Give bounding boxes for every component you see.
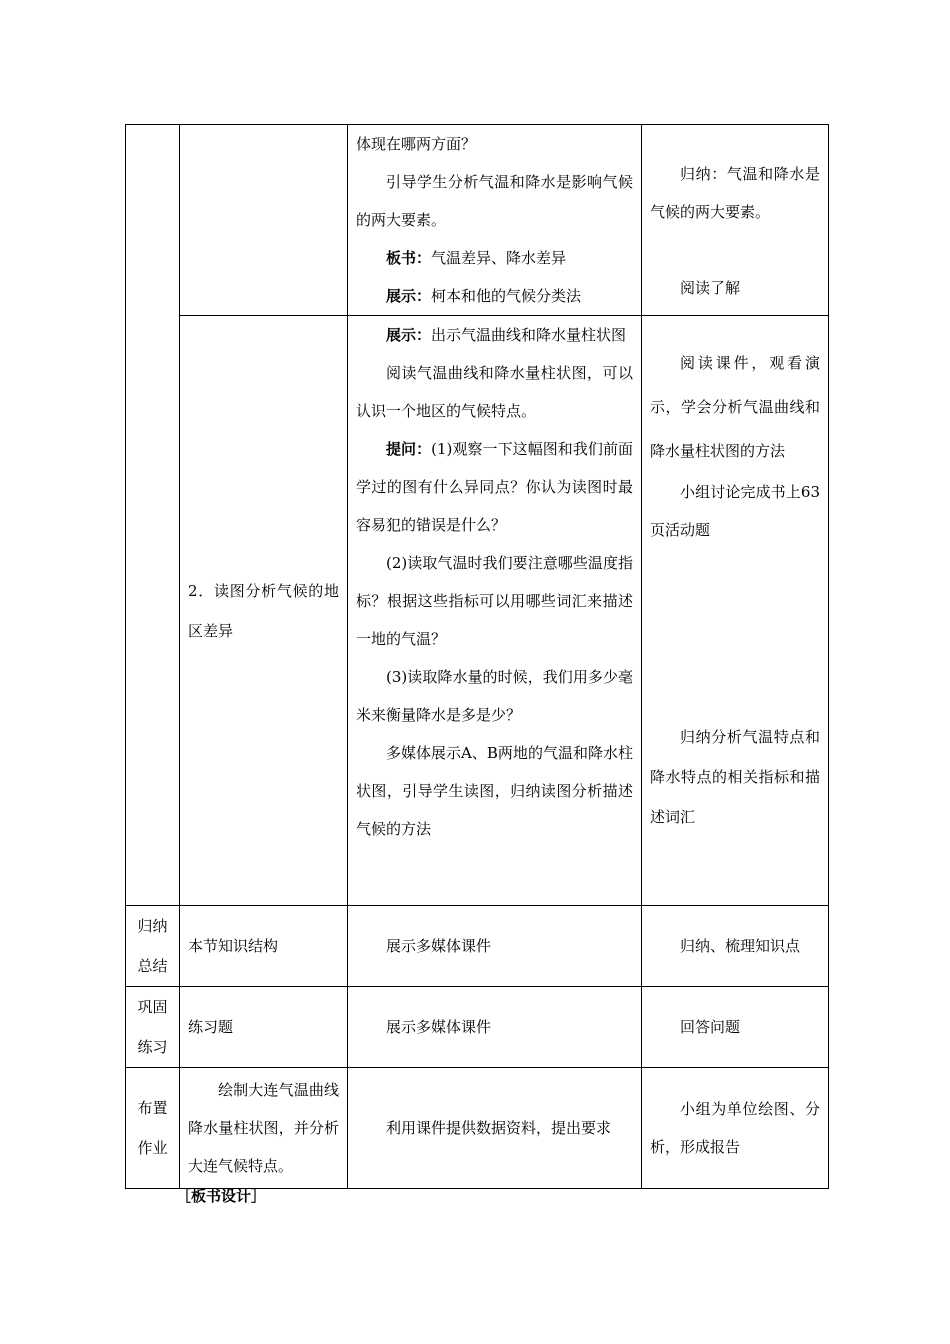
content-text: 本节知识结构	[188, 937, 279, 955]
teacher-text: (3)读取降水量的时候，我们用多少毫米来衡量降水是多是少？	[356, 668, 633, 724]
content-cell	[180, 316, 348, 906]
content-text: 练习题	[188, 1018, 234, 1036]
table-row	[126, 125, 829, 316]
content-text: 2．读图分析气候的地区差异	[188, 581, 339, 640]
student-activity-cell	[642, 987, 829, 1068]
teacher-text: 阅读气温曲线和降水量柱状图，可以认识一个地区的气候特点。	[356, 364, 633, 420]
show-line	[348, 316, 641, 354]
student-text: 阅读了解	[680, 279, 741, 297]
stage-label: 布置	[137, 1099, 168, 1117]
student-text: 归纳：气温和降水是气候的两大要素。	[650, 165, 820, 221]
stage-label: 作业	[137, 1139, 168, 1157]
student-text: 小组讨论完成书上63页活动题	[650, 483, 820, 539]
stage-label: 总结	[137, 957, 168, 975]
student-activity-cell	[642, 906, 829, 987]
teacher-activity-cell	[348, 987, 642, 1068]
teacher-text: 引导学生分析气温和降水是影响气候的两大要素。	[356, 173, 633, 229]
student-text: 小组为单位绘图、分析，形成报告	[650, 1100, 820, 1156]
board-design-heading: ［板书设计］	[176, 1187, 267, 1205]
student-text: 回答问题	[680, 1018, 741, 1036]
lesson-plan-table	[125, 124, 829, 1189]
teacher-activity-cell	[348, 125, 642, 316]
student-text: 归纳分析气温特点和降水特点的相关指标和描述词汇	[650, 728, 820, 826]
stage-cell	[126, 1068, 180, 1189]
stage-label: 练习	[137, 1038, 168, 1056]
teacher-text: 体现在哪两方面？	[356, 135, 477, 153]
student-text: 阅读课件，观看演示，学会分析气温曲线和降水量柱状图的方法	[650, 354, 820, 460]
teacher-text: (2)读取气温时我们要注意哪些温度指标？根据这些指标可以用哪些词汇来描述一地的气温？	[356, 554, 633, 648]
board-text: 气温差异、降水差异	[431, 249, 567, 267]
show-label: 展示：	[386, 326, 432, 344]
teacher-text: 多媒体展示A、B两地的气温和降水柱状图，引导学生读图，归纳读图分析描述气候的方法	[356, 744, 633, 838]
teacher-text: 展示多媒体课件	[386, 1018, 492, 1036]
stage-cell	[126, 987, 180, 1068]
show-line	[348, 277, 641, 315]
board-line	[348, 239, 641, 277]
stage-cell	[126, 906, 180, 987]
content-text: 绘制大连气温曲线降水量柱状图，并分析大连气候特点。	[188, 1081, 339, 1175]
teacher-activity-cell	[348, 906, 642, 987]
student-activity-cell	[642, 316, 829, 906]
board-label: 板书：	[386, 249, 432, 267]
teacher-activity-cell	[348, 316, 642, 906]
show-label: 展示：	[386, 287, 432, 305]
ask-line	[348, 430, 641, 544]
student-activity-cell	[642, 125, 829, 316]
teacher-activity-cell	[348, 1068, 642, 1189]
stage-label: 归纳	[137, 917, 168, 935]
content-cell	[180, 906, 348, 987]
content-cell	[180, 1068, 348, 1189]
ask-label: 提问：	[386, 440, 432, 458]
show-text: 出示气温曲线和降水量柱状图	[431, 326, 627, 344]
stage-cell-empty	[126, 125, 180, 906]
table-row	[126, 906, 829, 987]
student-activity-cell	[642, 1068, 829, 1189]
table-row	[126, 987, 829, 1068]
teacher-text: 展示多媒体课件	[386, 937, 492, 955]
ask-text: (1)观察一下这幅图和我们前面学过的图有什么异同点？你认为读图时最容易犯的错误是什么？	[356, 440, 633, 534]
content-cell-empty	[180, 125, 348, 316]
show-text: 柯本和他的气候分类法	[431, 287, 582, 305]
student-text: 归纳、梳理知识点	[680, 937, 801, 955]
stage-label: 巩固	[137, 998, 168, 1016]
table-row	[126, 1068, 829, 1189]
teacher-text: 利用课件提供数据资料，提出要求	[386, 1119, 612, 1137]
content-cell	[180, 987, 348, 1068]
table-row	[126, 316, 829, 906]
